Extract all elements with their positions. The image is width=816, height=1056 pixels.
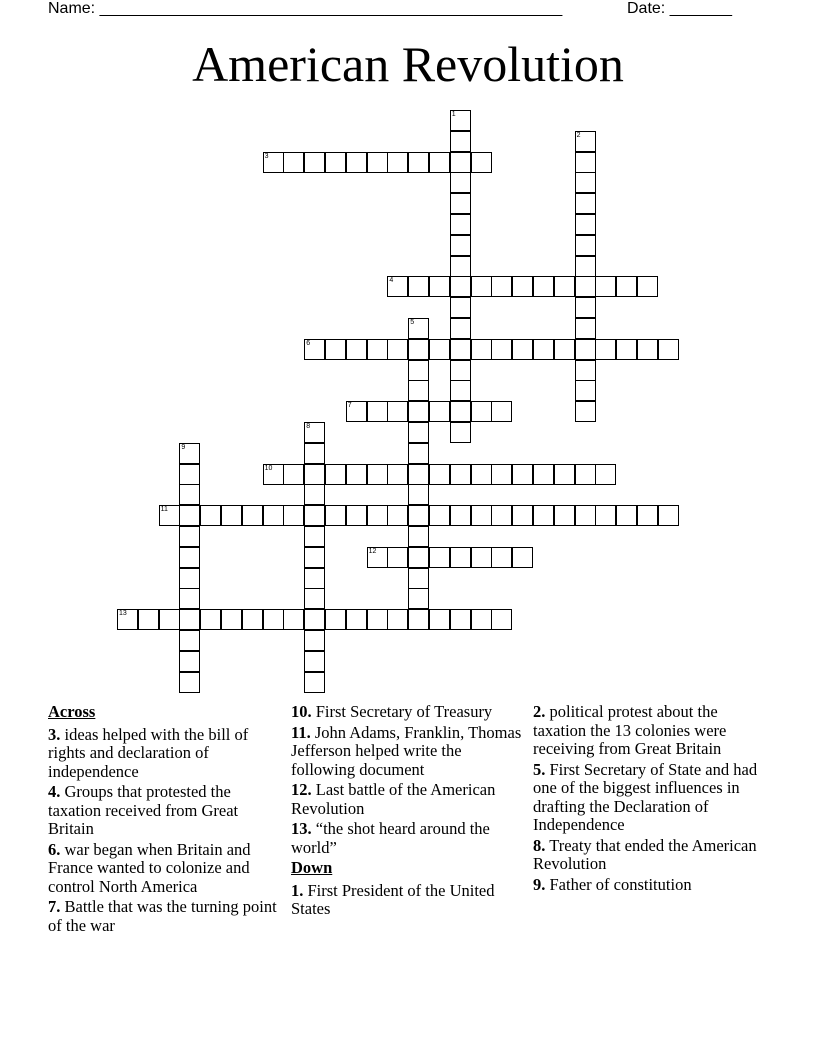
grid-cell[interactable] <box>429 401 450 422</box>
grid-cell[interactable] <box>533 276 554 297</box>
grid-cell[interactable] <box>159 609 180 630</box>
clue-across-12: 12. Last battle of the American Revolution <box>291 780 496 818</box>
clue-number: 12 <box>368 547 377 555</box>
grid-cell[interactable] <box>554 505 575 526</box>
grid-cell[interactable] <box>304 672 325 693</box>
grid-cell[interactable] <box>304 568 325 589</box>
grid-cell[interactable] <box>283 505 304 526</box>
grid-cell[interactable] <box>533 505 554 526</box>
grid-cell[interactable] <box>575 214 596 235</box>
clue-number: 6 <box>306 339 311 347</box>
grid-cell[interactable] <box>387 505 408 526</box>
grid-cell[interactable] <box>575 131 596 152</box>
grid-cell[interactable] <box>575 401 596 422</box>
grid-cell[interactable] <box>408 464 429 485</box>
grid-cell[interactable] <box>367 464 388 485</box>
clue-number: 7 <box>347 402 352 410</box>
grid-cell[interactable] <box>450 360 471 381</box>
clue-across-4: 4. Groups that protested the taxation received from Great Britain <box>48 782 239 838</box>
grid-cell[interactable] <box>471 339 492 360</box>
grid-cell[interactable] <box>471 547 492 568</box>
grid-cell[interactable] <box>263 152 284 173</box>
grid-cell[interactable] <box>408 588 429 609</box>
grid-cell[interactable] <box>304 484 325 505</box>
across-heading: Across <box>48 702 96 721</box>
grid-cell[interactable] <box>575 339 596 360</box>
clue-number: 1 <box>451 111 456 118</box>
grid-cell[interactable] <box>159 505 180 526</box>
grid-cell[interactable] <box>325 152 346 173</box>
grid-cell[interactable] <box>533 339 554 360</box>
grid-cell[interactable] <box>616 505 637 526</box>
grid-cell[interactable] <box>450 318 471 339</box>
grid-cell[interactable] <box>408 339 429 360</box>
clue-number: 3 <box>264 152 269 160</box>
grid-cell[interactable] <box>491 464 512 485</box>
grid-cell[interactable] <box>575 464 596 485</box>
clue-across-7: 7. Battle that was the turning point of the war <box>48 897 277 935</box>
grid-cell[interactable] <box>325 464 346 485</box>
grid-cell[interactable] <box>367 401 388 422</box>
grid-cell[interactable] <box>491 547 512 568</box>
grid-cell[interactable] <box>179 588 200 609</box>
grid-cell[interactable] <box>304 464 325 485</box>
grid-cell[interactable] <box>346 401 367 422</box>
grid-cell[interactable] <box>387 339 408 360</box>
grid-cell[interactable] <box>179 547 200 568</box>
clue-across-6: 6. war began when Britain and France wanted to colonize and control North America <box>48 839 251 896</box>
grid-cell[interactable] <box>408 505 429 526</box>
grid-cell[interactable] <box>595 276 616 297</box>
grid-cell[interactable] <box>450 422 471 443</box>
grid-cell[interactable] <box>471 609 492 630</box>
grid-cell[interactable] <box>179 464 200 485</box>
down-heading: Down <box>291 858 333 877</box>
grid-cell[interactable] <box>658 505 679 526</box>
grid-cell[interactable] <box>283 464 304 485</box>
grid-cell[interactable] <box>429 609 450 630</box>
grid-cell[interactable] <box>408 568 429 589</box>
grid-cell[interactable] <box>575 380 596 401</box>
grid-cell[interactable] <box>179 443 200 464</box>
grid-cell[interactable] <box>450 256 471 277</box>
grid-cell[interactable] <box>595 464 616 485</box>
grid-cell[interactable] <box>575 193 596 214</box>
grid-cell[interactable] <box>304 443 325 464</box>
grid-cell[interactable] <box>283 609 304 630</box>
grid-cell[interactable] <box>491 401 512 422</box>
grid-cell[interactable] <box>450 339 471 360</box>
grid-cell[interactable] <box>346 464 367 485</box>
clue-across-3: 3. ideas helped with the bill of rights and declaration of independence <box>48 724 249 781</box>
grid-cell[interactable] <box>367 547 388 568</box>
grid-cell[interactable] <box>429 464 450 485</box>
grid-cell[interactable] <box>554 464 575 485</box>
grid-cell[interactable] <box>179 609 200 630</box>
grid-cell[interactable] <box>304 505 325 526</box>
clue-number: 10 <box>264 464 273 472</box>
clue-down-5: 5. First Secretary of State and had one of the biggest influences in drafting the Declaration of Independence <box>533 759 758 834</box>
grid-cell[interactable] <box>283 152 304 173</box>
grid-cell[interactable] <box>491 276 512 297</box>
grid-cell[interactable] <box>263 505 284 526</box>
grid-cell[interactable] <box>512 276 533 297</box>
grid-cell[interactable] <box>263 464 284 485</box>
grid-cell[interactable] <box>450 464 471 485</box>
clue-across-13: 13. “the shot heard around the world” <box>291 819 490 857</box>
grid-cell[interactable] <box>471 152 492 173</box>
clue-number: 5 <box>410 319 415 326</box>
grid-cell[interactable] <box>637 339 658 360</box>
grid-cell[interactable] <box>367 609 388 630</box>
grid-cell[interactable] <box>200 609 221 630</box>
grid-cell[interactable] <box>200 505 221 526</box>
grid-cell[interactable] <box>408 401 429 422</box>
grid-cell[interactable] <box>450 609 471 630</box>
grid-cell[interactable] <box>575 276 596 297</box>
grid-cell[interactable] <box>471 464 492 485</box>
grid-cell[interactable] <box>450 401 471 422</box>
clue-down-1: 1. First President of the United States <box>291 880 495 918</box>
grid-cell[interactable] <box>304 547 325 568</box>
clue-down-2: 2. political protest about the taxation the 13 colonies were receiving from Great Britain <box>533 702 727 758</box>
grid-cell[interactable] <box>575 256 596 277</box>
grid-cell[interactable] <box>179 672 200 693</box>
grid-cell[interactable] <box>491 339 512 360</box>
clue-number: 9 <box>181 443 186 451</box>
grid-cell[interactable] <box>325 505 346 526</box>
grid-cell[interactable] <box>450 380 471 401</box>
grid-cell[interactable] <box>471 505 492 526</box>
grid-cell[interactable] <box>450 276 471 297</box>
grid-cell[interactable] <box>429 276 450 297</box>
date-blank[interactable]: _______ <box>669 0 732 17</box>
grid-cell[interactable] <box>408 526 429 547</box>
grid-cell[interactable] <box>450 172 471 193</box>
grid-cell[interactable] <box>117 609 138 630</box>
grid-cell[interactable] <box>575 235 596 256</box>
grid-cell[interactable] <box>595 505 616 526</box>
clues-column-3 <box>533 703 773 896</box>
grid-cell[interactable] <box>408 380 429 401</box>
grid-cell[interactable] <box>387 152 408 173</box>
grid-cell[interactable] <box>450 193 471 214</box>
grid-cell[interactable] <box>450 235 471 256</box>
grid-cell[interactable] <box>450 214 471 235</box>
grid-cell[interactable] <box>263 609 284 630</box>
grid-cell[interactable] <box>575 318 596 339</box>
grid-cell[interactable] <box>408 360 429 381</box>
grid-cell[interactable] <box>408 422 429 443</box>
grid-cell[interactable] <box>221 505 242 526</box>
grid-cell[interactable] <box>575 152 596 173</box>
grid-cell[interactable] <box>304 526 325 547</box>
grid-cell[interactable] <box>575 297 596 318</box>
grid-cell[interactable] <box>554 276 575 297</box>
grid-cell[interactable] <box>429 505 450 526</box>
grid-cell[interactable] <box>512 464 533 485</box>
grid-cell[interactable] <box>450 505 471 526</box>
grid-cell[interactable] <box>408 547 429 568</box>
grid-cell[interactable] <box>304 588 325 609</box>
grid-cell[interactable] <box>346 339 367 360</box>
grid-cell[interactable] <box>533 464 554 485</box>
grid-cell[interactable] <box>304 609 325 630</box>
grid-cell[interactable] <box>491 609 512 630</box>
grid-cell[interactable] <box>367 152 388 173</box>
grid-cell[interactable] <box>304 651 325 672</box>
grid-cell[interactable] <box>554 339 575 360</box>
clue-across-11: 11. John Adams, Franklin, Thomas Jefferson helped write the following document <box>291 722 522 779</box>
grid-cell[interactable] <box>637 505 658 526</box>
grid-cell[interactable] <box>408 152 429 173</box>
clues-column-2 <box>291 703 527 921</box>
grid-cell[interactable] <box>429 547 450 568</box>
clue-number: 2 <box>576 131 581 139</box>
name-label: Name: <box>48 0 96 17</box>
name-blank[interactable]: ____________________________________________________ <box>99 0 563 17</box>
grid-cell[interactable] <box>242 609 263 630</box>
grid-cell[interactable] <box>429 152 450 173</box>
grid-cell[interactable] <box>304 339 325 360</box>
grid-cell[interactable] <box>512 505 533 526</box>
grid-cell[interactable] <box>429 339 450 360</box>
grid-cell[interactable] <box>387 547 408 568</box>
date-label: Date: <box>627 0 666 17</box>
grid-cell[interactable] <box>346 152 367 173</box>
grid-cell[interactable] <box>658 339 679 360</box>
grid-cell[interactable] <box>387 464 408 485</box>
grid-cell[interactable] <box>367 505 388 526</box>
grid-cell[interactable] <box>325 609 346 630</box>
grid-cell[interactable] <box>387 401 408 422</box>
grid-cell[interactable] <box>387 276 408 297</box>
grid-cell[interactable] <box>408 318 429 339</box>
grid-cell[interactable] <box>304 152 325 173</box>
grid-cell[interactable] <box>408 443 429 464</box>
grid-cell[interactable] <box>471 276 492 297</box>
grid-cell[interactable] <box>471 401 492 422</box>
grid-cell[interactable] <box>304 630 325 651</box>
clue-number: 13 <box>119 610 127 618</box>
grid-cell[interactable] <box>179 568 200 589</box>
grid-cell[interactable] <box>450 131 471 152</box>
grid-cell[interactable] <box>221 609 242 630</box>
grid-cell[interactable] <box>450 297 471 318</box>
grid-cell[interactable] <box>450 110 471 131</box>
grid-cell[interactable] <box>179 630 200 651</box>
page-title: American Revolution <box>192 36 624 92</box>
grid-cell[interactable] <box>408 484 429 505</box>
clue-number: 11 <box>160 506 168 514</box>
grid-cell[interactable] <box>491 505 512 526</box>
grid-cell[interactable] <box>242 505 263 526</box>
grid-cell[interactable] <box>179 651 200 672</box>
grid-cell[interactable] <box>575 360 596 381</box>
clue-down-8: 8. Treaty that ended the American Revolution <box>533 835 757 873</box>
grid-cell[interactable] <box>387 609 408 630</box>
grid-cell[interactable] <box>346 505 367 526</box>
grid-cell[interactable] <box>512 339 533 360</box>
grid-cell[interactable] <box>616 339 637 360</box>
grid-cell[interactable] <box>179 484 200 505</box>
grid-cell[interactable] <box>616 276 637 297</box>
grid-cell[interactable] <box>138 609 159 630</box>
grid-cell[interactable] <box>325 339 346 360</box>
clues-column-1 <box>48 703 284 937</box>
clue-down-9: 9. Father of constitution <box>533 874 692 894</box>
grid-cell[interactable] <box>367 339 388 360</box>
grid-cell[interactable] <box>575 172 596 193</box>
grid-cell[interactable] <box>512 547 533 568</box>
grid-cell[interactable] <box>179 526 200 547</box>
grid-cell[interactable] <box>346 609 367 630</box>
grid-cell[interactable] <box>450 547 471 568</box>
grid-cell[interactable] <box>304 422 325 443</box>
grid-cell[interactable] <box>408 609 429 630</box>
grid-cell[interactable] <box>179 505 200 526</box>
grid-cell[interactable] <box>450 152 471 173</box>
clue-number: 4 <box>389 277 394 285</box>
grid-cell[interactable] <box>575 505 596 526</box>
grid-cell[interactable] <box>408 276 429 297</box>
grid-cell[interactable] <box>637 276 658 297</box>
clue-across-10: 10. First Secretary of Treasury <box>291 702 493 721</box>
grid-cell[interactable] <box>595 339 616 360</box>
clue-number: 8 <box>306 423 311 430</box>
